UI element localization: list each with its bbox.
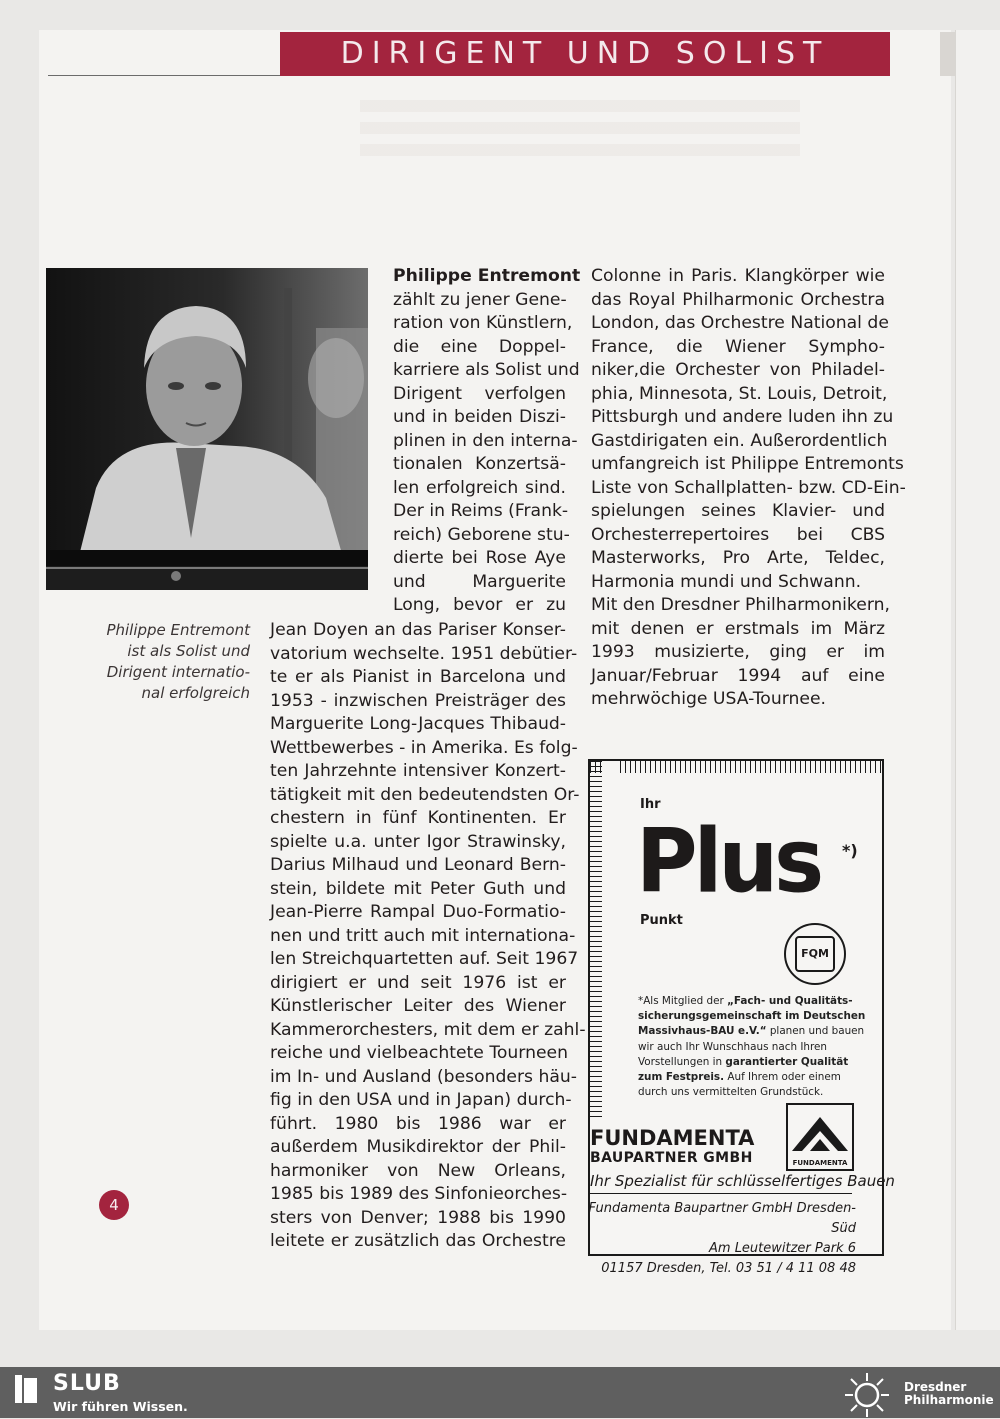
text-line: Januar/Februar 1994 auf eine — [591, 665, 885, 686]
text-line: umfangreich ist Philippe Entremonts — [591, 454, 904, 474]
text-line: Jean Doyen an das Pariser Konser- — [270, 620, 566, 640]
header-edge — [940, 32, 955, 76]
text-line: France, die Wiener Sympho- — [591, 336, 885, 357]
text-line: karriere als Solist und — [393, 360, 580, 380]
text-line: len erfolgreich sind. — [393, 477, 566, 498]
text-line: ration von Künstlern, — [393, 313, 573, 333]
slub-logo-text[interactable]: SLUB — [53, 1371, 121, 1396]
article-column-c — [591, 265, 906, 712]
fundamenta-logo-icon — [786, 1103, 854, 1171]
dresdner-philharmonie-logo-text[interactable] — [904, 1381, 994, 1407]
ad-body-part: planen und bauen wir auch Ihr Wunschhaus nach Ihren Vorstellungen in — [638, 1025, 865, 1068]
header-rule — [48, 75, 280, 76]
text-line: dierte bei Rose Aye — [393, 548, 566, 568]
address-line: Fundamenta Baupartner GmbH Dresden-Süd — [588, 1201, 856, 1236]
ad-company-name: FUNDAMENTA — [590, 1126, 755, 1150]
text-line: chestern in fünf Kontinenten. Er — [270, 808, 566, 828]
text-line: Kammerorchesters, mit dem er zahl- — [270, 1019, 586, 1040]
ad-body-part: *Als Mitglied der — [638, 995, 728, 1007]
text-line: Darius Milhaud und Leonard Bern- — [270, 855, 566, 875]
text-line: te er als Pianist in Barcelona und — [270, 667, 566, 687]
text-line: sters von Denver; 1988 bis 1990 — [270, 1207, 566, 1228]
text-line: das Royal Philharmonic Orchestra — [591, 289, 885, 310]
text-line: Harmonia mundi und Schwann. — [591, 571, 862, 592]
text-line: fig in den USA und in Japan) durch- — [270, 1090, 572, 1110]
text-line: niker,die Orchester von Philadel- — [591, 360, 885, 380]
photo-caption — [92, 620, 250, 704]
address-line: 01157 Dresden, Tel. 03 51 / 4 11 08 48 — [601, 1261, 856, 1276]
text-line: spielungen seines Klavier- und — [591, 501, 885, 521]
article-column-a — [393, 265, 581, 618]
text-line: mit denen er erstmals im März — [591, 618, 885, 639]
logo-text: FUNDAMENTA — [792, 1159, 848, 1167]
text-line: stein, bildete mit Peter Guth und — [270, 878, 566, 899]
ad-body-bold: „Fach- und Qualitäts-sicherungsgemeinschaft im Deutschen Massivhaus-BAU e.V.“ — [638, 995, 866, 1038]
text-line: len Streichquartetten auf. Seit 1967 — [270, 949, 579, 969]
footer-bar — [0, 1367, 1000, 1418]
show-through-texture — [360, 100, 800, 160]
ad-company-sub: BAUPARTNER GMBH — [590, 1150, 753, 1166]
ad-body-part: Auf Ihrem oder einem durch uns vermittelten Grundstück. — [638, 1071, 841, 1099]
ad-divider — [590, 1193, 852, 1194]
text-line: Colonne in Paris. Klangkörper wie — [591, 266, 885, 286]
text-line: harmoniker von New Orleans, — [270, 1160, 566, 1181]
seal-text: FQM — [795, 936, 835, 972]
text-line: Liste von Schallplatten- bzw. CD-Ein- — [591, 477, 906, 498]
caption-line: Philippe Entremont — [106, 621, 250, 639]
text-line: Orchesterrepertoires bei CBS — [591, 524, 885, 545]
page-number-badge: 4 — [99, 1190, 129, 1220]
text-line: außerdem Musikdirektor der Phil- — [270, 1137, 566, 1157]
text-line: zählt zu jener Gene- — [393, 289, 567, 310]
text-line: 1985 bis 1989 des Sinfonieorches- — [270, 1184, 568, 1204]
text-line: die eine Doppel- — [393, 336, 566, 357]
ad-footnote-mark: *) — [842, 841, 858, 860]
text-line: führt. 1980 bis 1986 war er — [270, 1113, 566, 1134]
caption-line: ist als Solist und — [127, 642, 250, 660]
text-line: London, das Orchestre National de — [591, 313, 889, 333]
text-line: vatorium wechselte. 1951 debütier- — [270, 643, 578, 664]
text-line: Gastdirigaten ein. Außerordentlich — [591, 430, 888, 451]
article-column-b — [270, 619, 586, 1254]
text-line: Künstlerischer Leiter des Wiener — [270, 996, 566, 1016]
slub-tagline: Wir führen Wissen. — [53, 1399, 188, 1414]
text-line: Masterworks, Pro Arte, Teldec, — [591, 548, 885, 568]
text-line: und Marguerite — [393, 571, 566, 592]
ad-plus-headline: Plus — [636, 809, 821, 913]
caption-line: Dirigent internatio- — [106, 663, 250, 681]
text-line: dirigiert er und seit 1976 ist er — [270, 972, 566, 993]
text-line: Der in Reims (Frank- — [393, 501, 569, 521]
slub-book-icon — [15, 1375, 37, 1403]
house-roof-icon — [788, 1105, 852, 1155]
section-header: DIRIGENT UND SOLIST — [280, 32, 890, 76]
text-line: plinen in den interna- — [393, 430, 578, 451]
text-line: nen und tritt auch mit internationa- — [270, 925, 576, 946]
portrait-image — [46, 268, 368, 590]
ad-tagline: Ihr Spezialist für schlüsselfertiges Bauen — [590, 1172, 895, 1190]
portrait-photo — [46, 268, 368, 590]
text-line: 1993 musizierte, ging er im — [591, 642, 885, 662]
address-line: Am Leutewitzer Park 6 — [709, 1241, 856, 1256]
dp-line: Dresdner — [904, 1380, 967, 1394]
ad-ihr-label: Ihr — [640, 797, 661, 812]
text-line: tionalen Konzertsä- — [393, 454, 566, 474]
text-line: reich) Geborene stu- — [393, 524, 570, 545]
text-line: Jean-Pierre Rampal Duo-Formatio- — [270, 902, 566, 922]
text-line: Marguerite Long-Jacques Thibaud- — [270, 714, 566, 734]
advertisement — [588, 759, 895, 1276]
text-line: 1953 - inzwischen Preisträger des — [270, 690, 566, 711]
text-line: und in beiden Diszi- — [393, 407, 566, 427]
text-line: tätigkeit mit den bedeutendsten Or- — [270, 784, 580, 805]
caption-line: nal erfolgreich — [141, 684, 250, 702]
dresdner-philharmonie-sun-icon — [843, 1371, 891, 1419]
text-line: Long, bevor er zu — [393, 595, 566, 615]
text-line: spielte u.a. unter Igor Strawinsky, — [270, 831, 566, 852]
adjacent-page-edge — [955, 30, 1000, 1330]
text-line: reiche und vielbeachtete Tourneen — [270, 1043, 569, 1063]
text-line: Pittsburgh und andere luden ihn zu — [591, 407, 894, 427]
text-line: Dirigent verfolgen — [393, 383, 566, 404]
text-line: ten Jahrzehnte intensiver Konzert- — [270, 761, 566, 781]
ad-body-bold: garantierter Qualität zum Festpreis. — [638, 1055, 849, 1084]
dp-line: Philharmonie — [904, 1393, 994, 1407]
ad-punkt-label: Punkt — [640, 913, 683, 928]
text-line: Wettbewerbes - in Amerika. Es folg- — [270, 737, 578, 758]
quality-seal-icon — [784, 923, 846, 985]
text-line: im In- und Ausland (besonders häu- — [270, 1066, 577, 1087]
text-line: Mit den Dresdner Philharmonikern, — [591, 595, 890, 615]
ad-body-text — [638, 994, 866, 1100]
text-line: mehrwöchige USA-Tournee. — [591, 689, 826, 709]
ruler-left-graphic — [590, 761, 620, 1121]
ruler-top-graphic — [590, 761, 882, 791]
ad-address — [586, 1199, 856, 1279]
artist-name: Philippe Entremont — [393, 266, 581, 286]
text-line: leitete er zusätzlich das Orchestre — [270, 1231, 566, 1251]
text-line: phia, Minnesota, St. Louis, Detroit, — [591, 383, 888, 404]
